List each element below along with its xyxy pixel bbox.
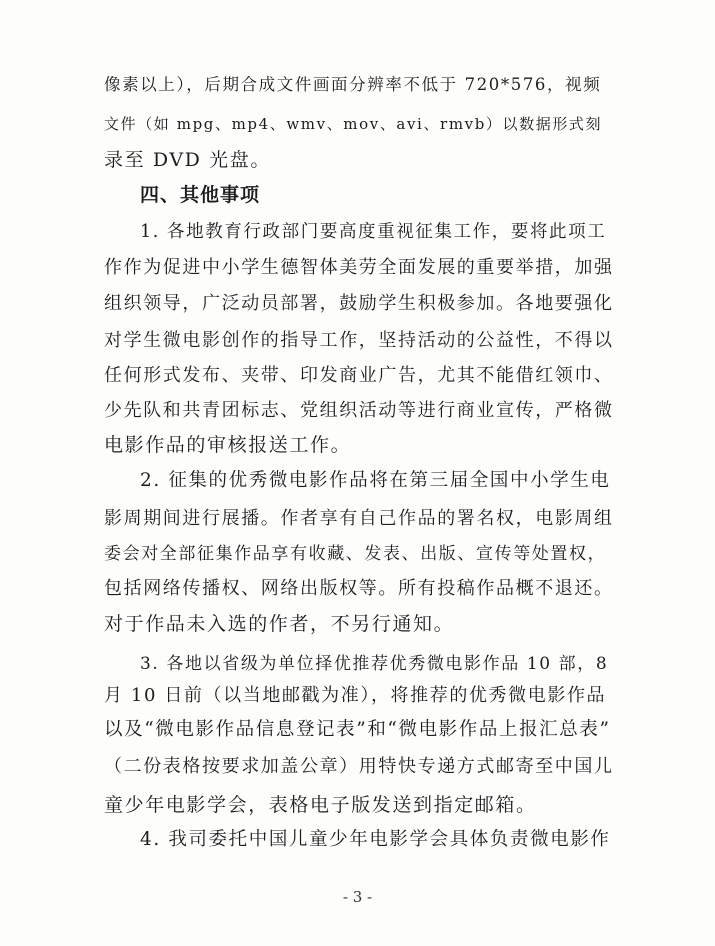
text-line: 作作为促进中小学生德智体美劳全面发展的重要举措，加强 — [104, 257, 614, 278]
text-line: 童少年电影学会，表格电子版发送到指定邮箱。 — [104, 794, 537, 816]
text-line: 以及“微电影作品信息登记表”和“微电影作品上报汇总表” — [104, 719, 611, 740]
text-line: 委会对全部征集作品享有收藏、发表、出版、宣传等处置权， — [104, 544, 607, 564]
text-line: 对学生微电影创作的指导工作，坚持活动的公益性，不得以 — [104, 330, 614, 351]
text-line: 少先队和共青团标志、党组织活动等进行商业宣传，严格微 — [104, 400, 614, 421]
text-line: 对于作品未入选的作者，不另行通知。 — [104, 613, 455, 635]
text-line: 任何形式发布、夹带、印发商业广告，尤其不能借红领巾、 — [104, 365, 614, 386]
text-line: 月 10 日前（以当地邮戳为准），将推荐的优秀微电影作品 — [104, 685, 607, 706]
section-heading: 四、其他事项 — [140, 184, 261, 206]
text-line: 影周期间进行展播。作者享有自己作品的署名权，电影周组 — [104, 508, 614, 529]
paragraph-start-3: 3. 各地以省级为单位择优推荐优秀微电影作品 10 部，8 — [140, 654, 609, 674]
paragraph-start-4: 4. 我司委托中国儿童少年电影学会具体负责微电影作 — [140, 829, 611, 850]
text-line: 包括网络传播权、网络出版权等。所有投稿作品概不退还。 — [104, 578, 614, 599]
text-line: 文件（如 mpg、mp4、wmv、mov、avi、rmvb）以数据形式刻 — [104, 115, 603, 133]
page-number: - 3 - — [342, 888, 373, 906]
text-line: 像素以上），后期合成文件画面分辨率不低于 720*576，视频 — [104, 75, 602, 94]
paragraph-start-1: 1. 各地教育行政部门要高度重视征集工作，要将此项工 — [140, 222, 607, 242]
paragraph-start-2: 2. 征集的优秀微电影作品将在第三届全国中小学生电 — [140, 470, 611, 491]
text-line: （二份表格按要求加盖公章）用特快专递方式邮寄至中国儿 — [104, 756, 614, 777]
text-line: 电影作品的审核报送工作。 — [104, 434, 352, 456]
text-line: 组织领导，广泛动员部署，鼓励学生积极参加。各地要强化 — [104, 293, 614, 314]
text-line: 录至 DVD 光盘。 — [104, 149, 271, 171]
